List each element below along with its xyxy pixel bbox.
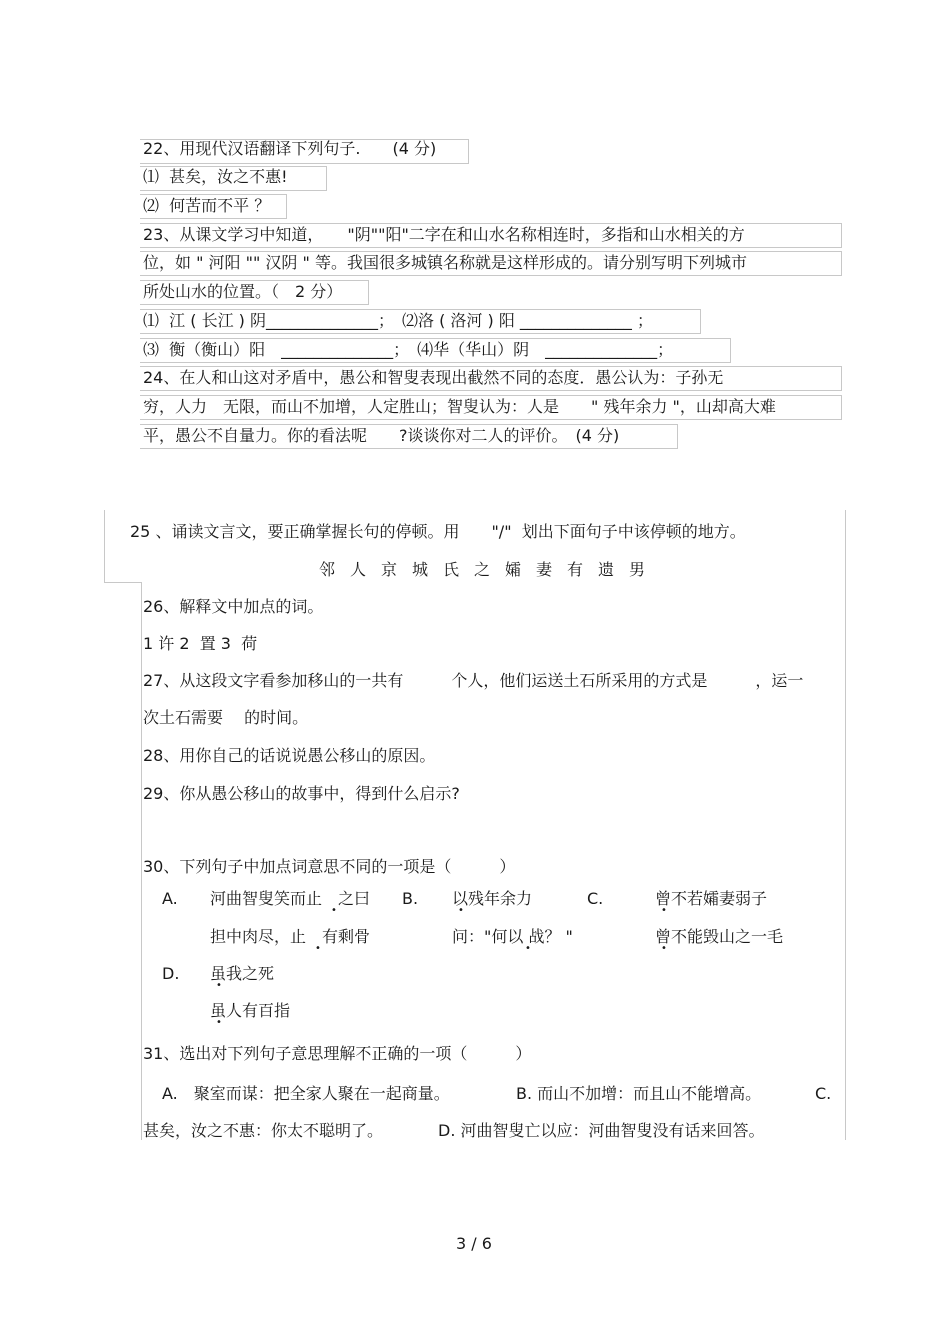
question-22: 22、用现代汉语翻译下列句子. (4 分) bbox=[143, 139, 437, 158]
question-31-option-c-label: C. bbox=[815, 1084, 832, 1103]
option-a-line-1: 河曲智叟笑而止 之曰 bbox=[210, 889, 371, 908]
option-d-label: D. bbox=[162, 964, 180, 983]
question-23-line-3: 所处山水的位置。（ 2 分） bbox=[143, 282, 343, 301]
emphasis-dot: • bbox=[331, 905, 337, 916]
question-31: 31、选出对下列句子意思理解不正确的一项（ ） bbox=[143, 1044, 532, 1063]
emphasis-dot: • bbox=[525, 943, 531, 954]
question-29: 29、你从愚公移山的故事中，得到什么启示? bbox=[143, 784, 460, 803]
question-30: 30、下列句子中加点词意思不同的一项是（ ） bbox=[143, 857, 516, 876]
question-28: 28、用你自己的话说说愚公移山的原因。 bbox=[143, 746, 436, 765]
option-c-line-2: 曾不能毁山之一毛 bbox=[655, 927, 784, 946]
frame-line-right bbox=[845, 510, 846, 1140]
option-b-label: B. bbox=[402, 889, 419, 908]
page-number: 3 / 6 bbox=[456, 1234, 492, 1253]
option-d-line-2: 虽人有百指 bbox=[210, 1001, 291, 1020]
question-26: 26、解释文中加点的词。 bbox=[143, 597, 324, 616]
question-24-line-3: 平，愚公不自量力。你的看法呢 ?谈谈你对二人的评价。 (4 分) bbox=[143, 426, 620, 445]
emphasis-dot: • bbox=[458, 905, 464, 916]
question-26-words: 1 许 2 置 3 荷 bbox=[143, 634, 258, 653]
question-23-line-2: 位，如 " 河阳 "" 汉阴 " 等。我国很多城镇名称就是这样形成的。请分别写明下列城市 bbox=[143, 253, 747, 272]
emphasis-dot: • bbox=[661, 943, 667, 954]
emphasis-dot: • bbox=[661, 905, 667, 916]
question-23-line-1: 23、从课文学习中知道， "阴""阳"二字在和山水名称相连时，多指和山水相关的方 bbox=[143, 225, 745, 244]
frame-line-top-join bbox=[104, 582, 141, 583]
option-a-line-2: 担中肉尽，止 有剩骨 bbox=[210, 927, 371, 946]
option-c-label: C. bbox=[587, 889, 604, 908]
question-27-line-2: 次土石需要 的时间。 bbox=[143, 708, 309, 727]
question-31-option-c: 甚矣，汝之不惠：你太不聪明了。 bbox=[143, 1121, 384, 1140]
option-d-line-1: 虽我之死 bbox=[210, 964, 275, 983]
question-27-line-1: 27、从这段文字看参加移山的一共有 个人，他们运送土石所采用的方式是 ，运一 bbox=[143, 671, 804, 690]
question-23-item-3-4: ⑶ 衡（衡山）阳 ______________； ⑷华（华山）阴 ______________； bbox=[143, 340, 674, 359]
question-25: 25 、诵读文言文，要正确掌握长句的停顿。用 "/" 划出下面句子中该停顿的地方。 bbox=[130, 522, 746, 541]
question-22-item-2: ⑵ 何苦而不平 ？ bbox=[143, 196, 271, 215]
option-a-label: A. bbox=[162, 889, 178, 908]
frame-line-left-top bbox=[104, 510, 105, 582]
frame-line-left bbox=[141, 582, 142, 1140]
question-24-line-2: 穷，人力 无限，而山不加增，人定胜山；智叟认为：人是 " 残年余力 "，山却高大难 bbox=[143, 397, 776, 416]
question-31-option-b: B. 而山不加增：而且山不能增高。 bbox=[516, 1084, 762, 1103]
question-22-item-1: ⑴ 甚矣，汝之不惠! bbox=[143, 167, 288, 186]
question-31-option-a: A. 聚室而谋：把全家人聚在一起商量。 bbox=[162, 1084, 450, 1103]
emphasis-dot: • bbox=[216, 1017, 222, 1028]
question-24-line-1: 24、在人和山这对矛盾中，愚公和智叟表现出截然不同的态度．愚公认为：子孙无 bbox=[143, 368, 724, 387]
emphasis-dot: • bbox=[216, 980, 222, 991]
question-25-sentence: 邻人京城氏之孀妻有遗男 bbox=[319, 560, 661, 579]
option-c-line-1: 曾不若孀妻弱子 bbox=[655, 889, 768, 908]
option-b-line-1: 以残年余力 bbox=[452, 889, 533, 908]
question-31-option-d: D. 河曲智叟亡以应：河曲智叟没有话来回答。 bbox=[438, 1121, 765, 1140]
emphasis-dot: • bbox=[315, 943, 321, 954]
option-b-line-2: 问："何以 战？ " bbox=[452, 927, 573, 946]
question-23-item-1-2: ⑴ 江 ( 长江 ) 阴______________； ⑵洛 ( 洛河 ) 阳 ______________ ； bbox=[143, 311, 654, 330]
